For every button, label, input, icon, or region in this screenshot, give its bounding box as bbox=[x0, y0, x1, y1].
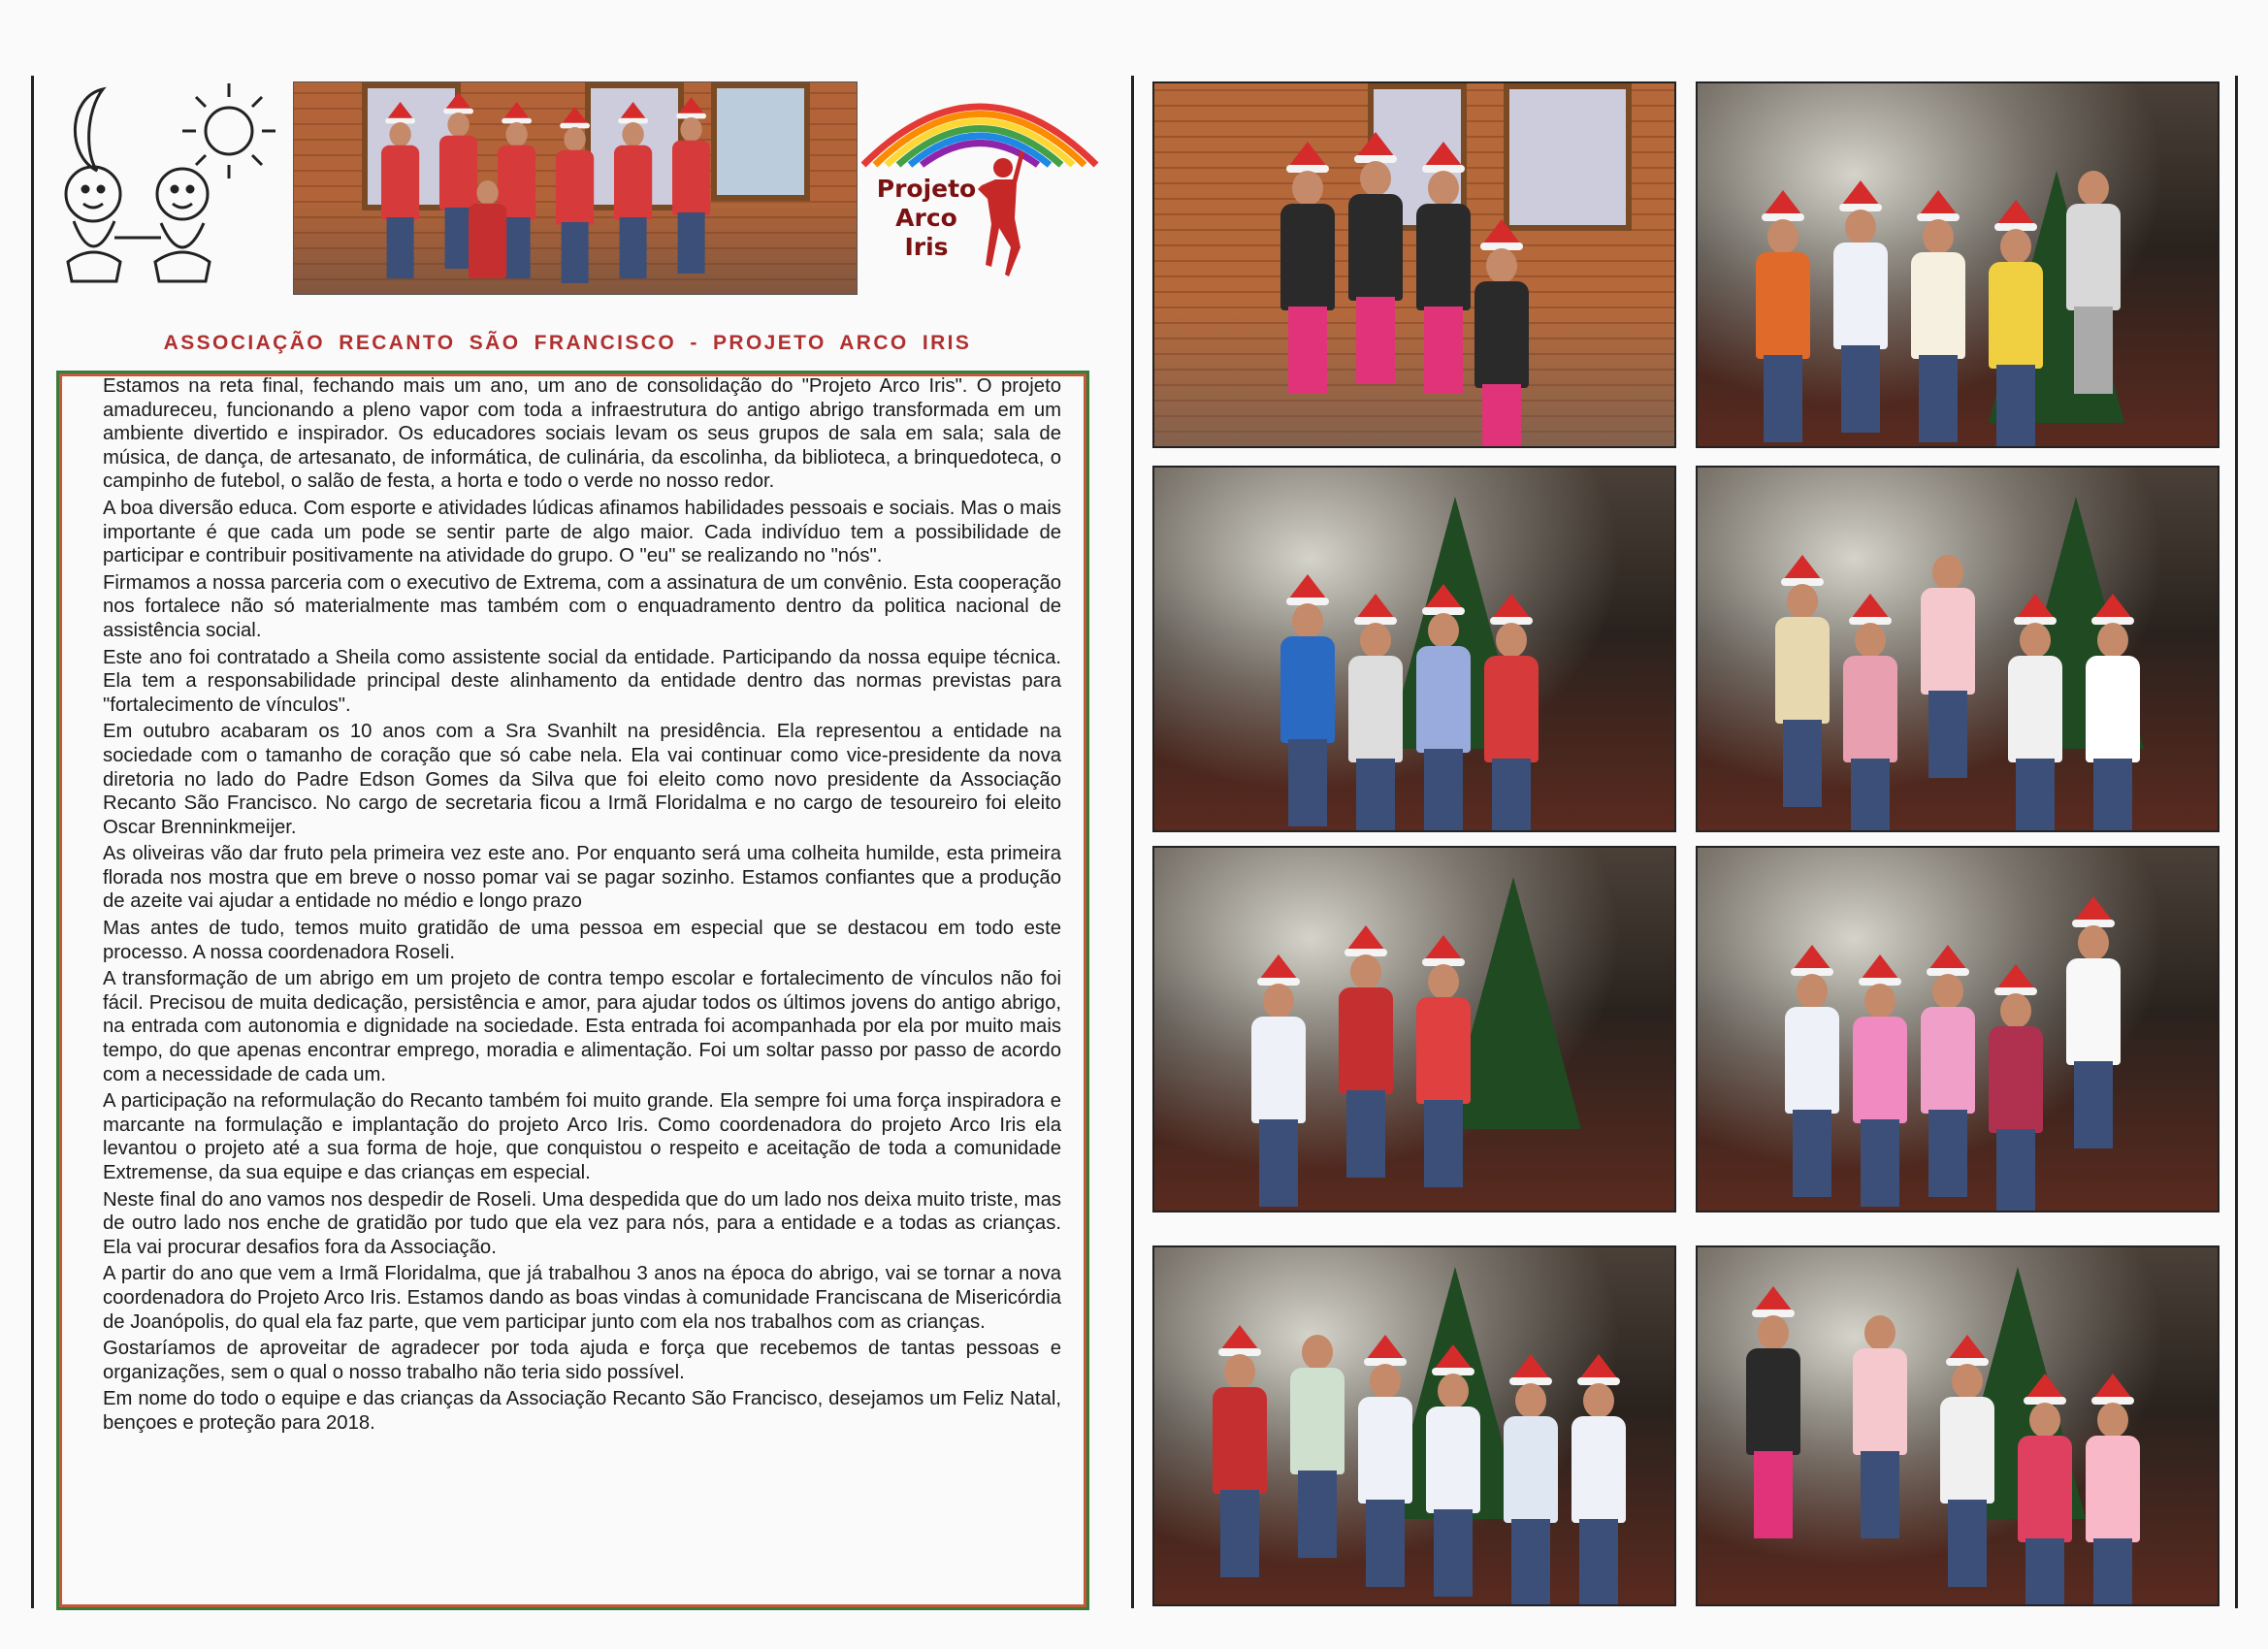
article-paragraph: A boa diversão educa. Com esporte e atividades lúdicas afinamos habilidades pessoais e sociais. Mas o mais importante é que cada um pode se sentir parte de algo maior. Cada indivíduo tem a possibilidade de participar e contribuir positivamente na atividade do grupo. O "eu" se realizando no "nós". bbox=[103, 497, 1061, 567]
logo-text bbox=[873, 175, 980, 262]
photo-group-christmas-7 bbox=[1696, 1245, 2219, 1606]
logo-line-2: Arco Iris bbox=[895, 204, 957, 261]
article-paragraph: A transformação de um abrigo em um projeto de contra tempo escolar e fortalecimento de vínculos não foi fácil. Precisou de muita dedicação, persistência e amor, para ajudar todos os últimos jovens do antigo abrigo, na entrada com autonomia e dignidade na sociedade. Esta entrada foi acompanhada por ela por muito mais tempo, do que apenas encontrar emprego, moradia e alimentação. Foi um soltar passo por passo de acordo com a necessidade de cada um. bbox=[103, 968, 1061, 1085]
article-body bbox=[103, 374, 1061, 1439]
header-group-photo bbox=[293, 81, 858, 295]
page-border-right bbox=[2235, 76, 2238, 1608]
moon-sun-kids-drawing bbox=[47, 78, 279, 291]
page-border-left bbox=[31, 76, 34, 1608]
jumping-child-icon bbox=[970, 150, 1028, 286]
logo-line-1: Projeto bbox=[876, 175, 977, 203]
window bbox=[1504, 83, 1632, 231]
photo-group-christmas-3 bbox=[1696, 466, 2219, 832]
article-paragraph: Em nome do todo o equipe e das crianças da Associação Recanto São Francisco, desejamos um Feliz Natal, bençoes e proteção para 2018. bbox=[103, 1388, 1061, 1434]
window bbox=[711, 82, 810, 201]
article-paragraph: Mas antes de tudo, temos muito gratidão de uma pessoa em especial que se destacou em todo este processo. A nossa coordenadora Roseli. bbox=[103, 918, 1061, 963]
article-paragraph: Firmamos a nossa parceria com o executivo de Extrema, com a assinatura de um convênio. Esta cooperação nos fortalece não só materialmente mas também com o enquadramento dentro da politica nacional de assistência social. bbox=[103, 571, 1061, 641]
photo-group-christmas-1 bbox=[1696, 81, 2219, 448]
photo-group-christmas-6 bbox=[1152, 1245, 1676, 1606]
article-paragraph: Gostaríamos de aproveitar de agradecer por toda ajuda e força que recebemos de tantas pessoas e organizações, sem o qual o nosso trabalho não teria sido possível. bbox=[103, 1338, 1061, 1383]
photo-girls-outdoor bbox=[1152, 81, 1676, 448]
document-title: ASSOCIAÇÃO RECANTO SÃO FRANCISCO - PROJETO ARCO IRIS bbox=[163, 332, 972, 354]
article-paragraph: Em outubro acabaram os 10 anos com a Sra Svanhilt na presidência. Ela representou a entidade na sociedade com o tamanho de coração que só cabe nela. Ela vai continuar como vice-presidente da nova diretoria no lado do Padre Edson Gomes da Silva que foi eleito como novo presidente da Associação Recanto São Francisco. No cargo de secretaria ficou a Irmã Floridalma e no cargo de tesoureiro foi eleito Oscar Brenninkmeijer. bbox=[103, 721, 1061, 838]
article-paragraph: Neste final do ano vamos nos despedir de Roseli. Uma despedida que do um lado nos deixa muito triste, mas de outro lado nos enche de gratidão por tudo que ela vez para nós, para a entidade e a todas as crianças. Ela vai procurar desafios fora da Associação. bbox=[103, 1188, 1061, 1258]
photo-group-christmas-2 bbox=[1152, 466, 1676, 832]
article-paragraph: Este ano foi contratado a Sheila como assistente social da entidade. Participando da nossa equipe técnica. Ela tem a responsabilidade principal deste alinhamento da entidade dentro das normas previstas para "fortalecimento de vínculos". bbox=[103, 646, 1061, 716]
article-paragraph: Estamos na reta final, fechando mais um ano, um ano de consolidação do "Projeto Arco Iris". O projeto amadureceu, funcionando a pleno vapor com toda a infraestrutura do antigo abrigo transformada em um ambiente divertido e inspirador. Os educadores sociais levam os seus grupos de sala em sala; sala de música, de dança, de artesanato, de informática, de culinária, da escolinha, da biblioteca, a brinquedoteca, o campinho de futebol, o salão de festa, a horta e todo o verde no nosso redor. bbox=[103, 375, 1061, 493]
article-paragraph: A partir do ano que vem a Irmã Floridalma, que já trabalhou 3 anos na época do abrigo, vai se tornar a nova coordenadora do Projeto Arco Iris. Estamos dando as boas vindas à comunidade Franciscana de Misericórdia de Joanópolis, do qual ela faz parte, que vem participar junto com ela nos trabalhos com as crianças. bbox=[103, 1263, 1061, 1333]
article-paragraph: As oliveiras vão dar fruto pela primeira vez este ano. Por enquanto será uma colheita humilde, esta primeira florada nos mostra que em breve o nosso pomar vai se pagar sozinho. Estamos confiantes que a produção de azeite vai ajudar a entidade no médio e longo prazo bbox=[103, 843, 1061, 913]
photo-group-christmas-5 bbox=[1696, 846, 2219, 1212]
photo-group-christmas-4 bbox=[1152, 846, 1676, 1212]
article-paragraph: A participação na reformulação do Recanto também foi muito grande. Ela sempre foi uma força inspiradora e marcante na formulação e implantação do projeto Arco Iris. Como coordenadora do projeto Arco Iris ela levantou o projeto até a sua forma de hoje, que conquistou o respeito e aceitação de toda a comunidade Extremense, da sua equipe e das crianças em especial. bbox=[103, 1090, 1061, 1183]
page-center-divider bbox=[1131, 76, 1134, 1608]
